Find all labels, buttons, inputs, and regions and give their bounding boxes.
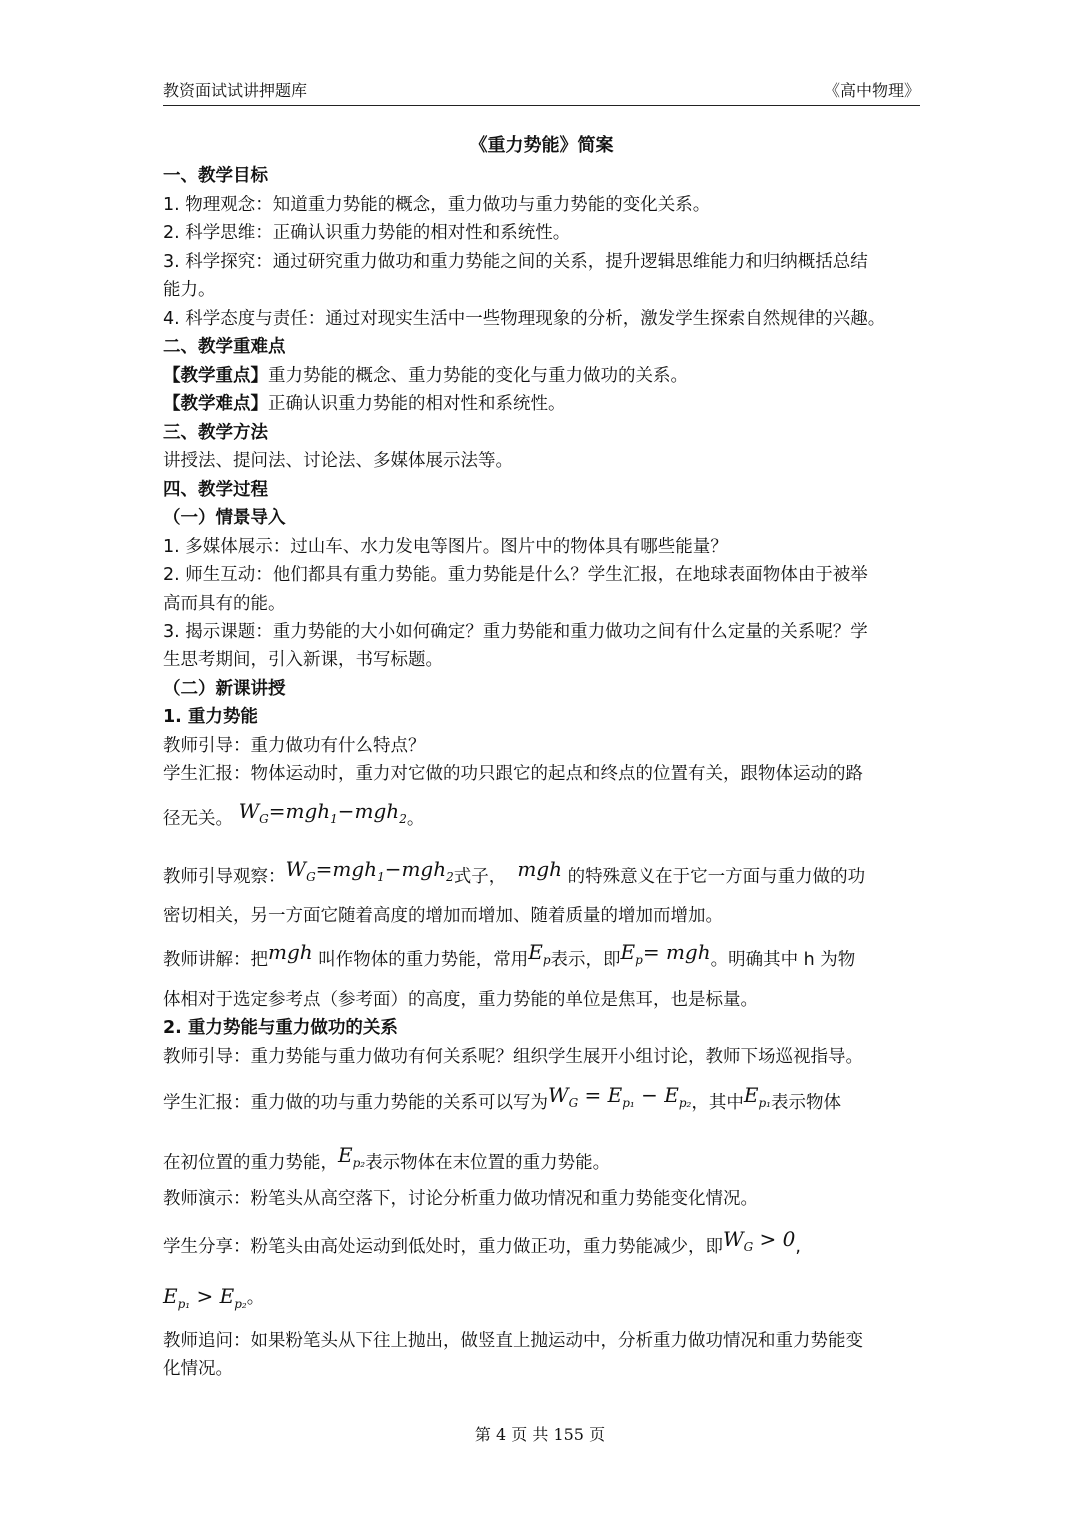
formula-mgh: mgh	[268, 940, 313, 964]
paragraph-line: 生思考期间，引入新课，书写标题。	[163, 650, 443, 670]
page-footer: 第 4 页 共 155 页	[474, 1425, 606, 1444]
paragraph-line: 1. 物理观念：知道重力势能的概念，重力做功与重力势能的变化关系。	[163, 195, 711, 215]
document-title: 《重力势能》简案	[469, 135, 614, 156]
paragraph-line: 4. 科学态度与责任：通过对现实生活中一些物理现象的分析，激发学生探索自然规律的兴趣。	[163, 309, 886, 329]
formula-ep-mgh: $E_p=$ mgh	[620, 940, 711, 967]
paragraph-line: 学生汇报：重力做的功与重力势能的关系可以写为$W_G = E_{p_1} - E_{p_2}$，其中$E_{p_1}$表示物体	[163, 1083, 841, 1113]
paragraph-line: 教师追问：如果粉笔头从下往上抛出，做竖直上抛运动中，分析重力做功情况和重力势能变	[163, 1331, 863, 1351]
paragraph-line	[163, 362, 688, 387]
paragraph-line: 1. 多媒体展示：过山车、水力发电等图片。图片中的物体具有哪些能量？	[163, 537, 728, 557]
paragraph-line: 化情况。	[163, 1359, 233, 1379]
formula-ep2: $E_{p_2}$	[338, 1143, 366, 1170]
paragraph-line: 教师引导观察：$W_G=mgh_1-mgh_2$式子， mgh 的特殊意义在于它一方面与重力做的功	[163, 857, 866, 887]
paragraph-line	[163, 390, 566, 415]
paragraph-line: 体相对于选定参考点（参考面）的高度，重力势能的单位是焦耳，也是标量。	[163, 990, 758, 1010]
formula-ep1: $E_{p_1}$	[743, 1083, 771, 1110]
page-header	[163, 76, 920, 106]
paragraph-line: 教师引导：重力做功有什么特点？	[163, 736, 426, 756]
formula-wg-relation: $W_G = E_{p_1} - E_{p_2}$	[548, 1083, 692, 1110]
part-heading: 2. 重力势能与重力做功的关系	[163, 1018, 398, 1038]
key-point-text: 重力势能的概念、重力势能的变化与重力做功的关系。	[268, 366, 688, 386]
paragraph-line: $E_{p_1} > E_{p_2}$。	[163, 1284, 265, 1311]
subsection-heading: （一）情景导入	[163, 508, 286, 528]
header-right: 《高中物理》	[823, 81, 920, 100]
section-heading: 三、教学方法	[163, 423, 268, 443]
paragraph-line: 能力。	[163, 280, 216, 300]
formula-wg: $W_G=mgh_1-mgh_2$	[285, 857, 454, 884]
paragraph-line: 3. 科学探究：通过研究重力做功和重力势能之间的关系，提升逻辑思维能力和归纳概括总结	[163, 252, 868, 272]
paragraph-line: 2. 师生互动：他们都具有重力势能。重力势能是什么？学生汇报，在地球表面物体由于被举	[163, 565, 868, 585]
paragraph-line: 教师演示：粉笔头从高空落下，讨论分析重力做功情况和重力势能变化情况。	[163, 1189, 758, 1209]
paragraph-line: 在初位置的重力势能，$E_{p_2}$表示物体在末位置的重力势能。	[163, 1143, 611, 1173]
formula-ep: $E_p$	[528, 940, 551, 967]
part-heading: 1. 重力势能	[163, 707, 258, 727]
paragraph-line: 教师讲解：把mgh 叫作物体的重力势能，常用$E_p$表示，即$E_p=$ mgh。明确其中 h 为物	[163, 940, 856, 970]
paragraph-line: 3. 揭示课题：重力势能的大小如何确定？重力势能和重力做功之间有什么定量的关系呢？学	[163, 622, 868, 642]
paragraph-line: 2. 科学思维：正确认识重力势能的相对性和系统性。	[163, 223, 571, 243]
key-point-label: 【教学重点】	[163, 366, 268, 386]
header-left: 教资面试试讲押题库	[163, 81, 308, 100]
paragraph-line: 径无关。 $W_G=mgh_1-mgh_2$。	[163, 799, 425, 829]
section-heading: 一、教学目标	[163, 166, 268, 186]
section-heading: 二、教学重难点	[163, 337, 286, 357]
paragraph-line: 学生汇报：物体运动时，重力对它做的功只跟它的起点和终点的位置有关，跟物体运动的路	[163, 764, 863, 784]
formula-wg-positive: $W_G > 0$	[723, 1227, 796, 1254]
paragraph-line: 密切相关，另一方面它随着高度的增加而增加、随着质量的增加而增加。	[163, 906, 723, 926]
section-heading: 四、教学过程	[163, 480, 268, 500]
formula-wg: $W_G=mgh_1-mgh_2$	[238, 799, 407, 826]
paragraph-line: 高而具有的能。	[163, 594, 286, 614]
subsection-heading: （二）新课讲授	[163, 679, 286, 699]
paragraph-line: 学生分享：粉笔头由高处运动到低处时，重力做正功，重力势能减少，即$W_G > 0$,	[163, 1227, 801, 1257]
formula-ep-compare: $E_{p_1} > E_{p_2}$	[163, 1284, 247, 1311]
paragraph-line: 讲授法、提问法、讨论法、多媒体展示法等。	[163, 451, 513, 471]
paragraph-line: 教师引导：重力势能与重力做功有何关系呢？组织学生展开小组讨论，教师下场巡视指导。	[163, 1047, 863, 1067]
difficulty-label: 【教学难点】	[163, 394, 268, 414]
formula-mgh: mgh	[517, 857, 563, 881]
difficulty-text: 正确认识重力势能的相对性和系统性。	[268, 394, 566, 414]
